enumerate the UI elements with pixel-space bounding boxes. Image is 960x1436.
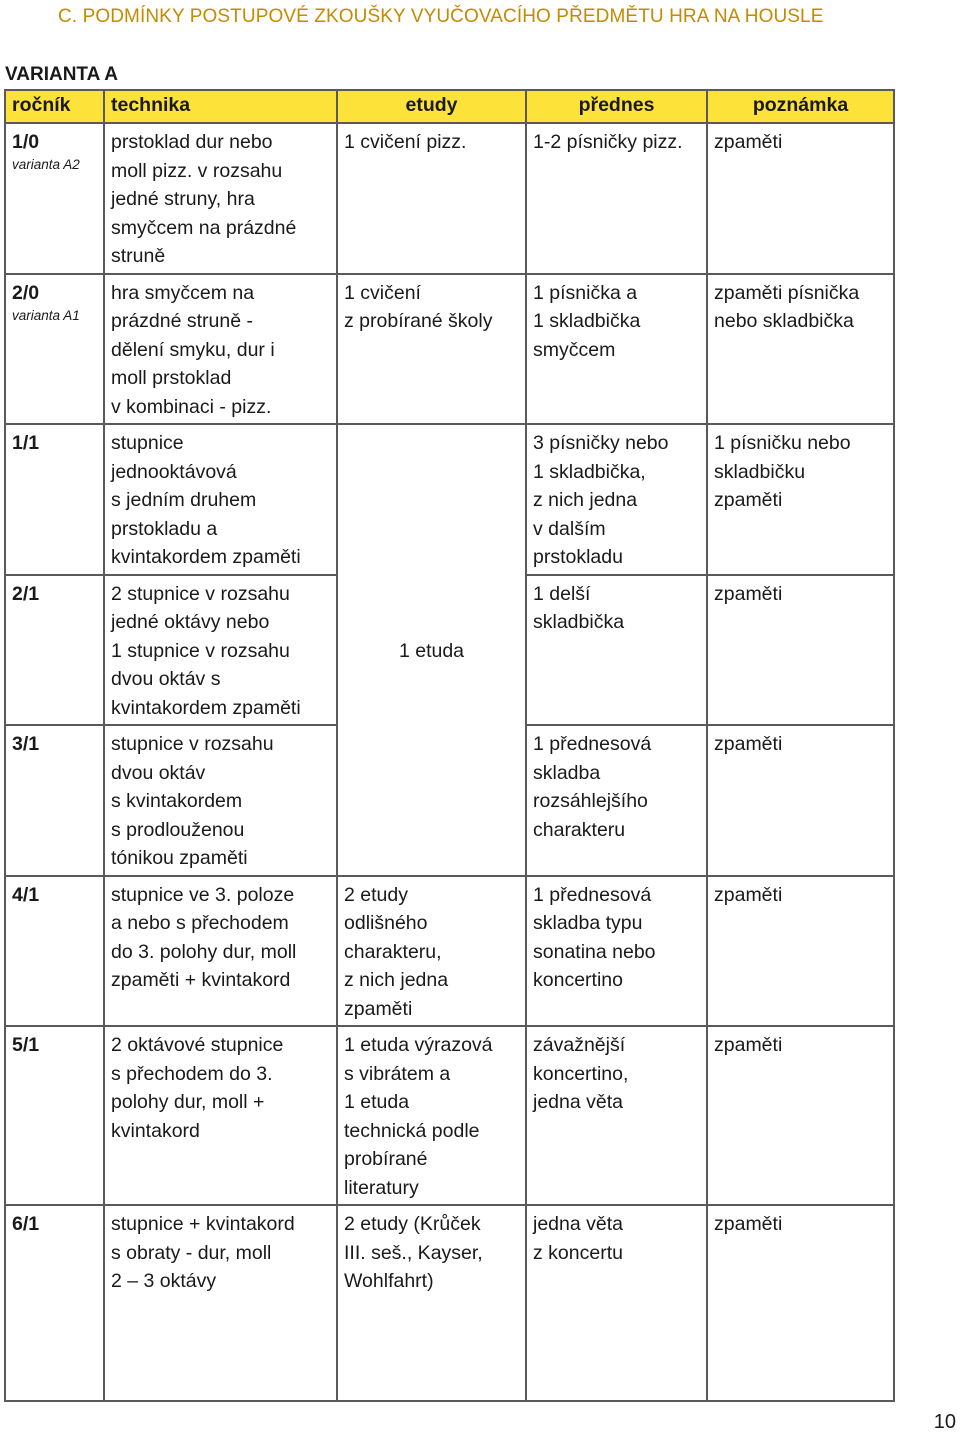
poznamka-cell: zpaměti [707,876,894,1027]
prednes-cell: závažnější koncertino, jedna věta [526,1026,707,1205]
poznamka-cell: 1 písničku nebo skladbičku zpaměti [707,424,894,575]
header-rocnik: ročník [5,90,104,123]
table-row [5,1205,894,1401]
header-etudy: etudy [337,90,526,123]
exam-requirements-table [4,89,895,1402]
poznamka-cell: zpaměti [707,575,894,726]
table-row [5,274,894,425]
page-heading: C. PODMÍNKY POSTUPOVÉ ZKOUŠKY VYUČOVACÍHO PŘEDMĚTU HRA NA HOUSLE [58,6,824,27]
table-row [5,123,894,274]
etudy-cell: 1 cvičení z probírané školy [337,274,526,425]
technika-cell: 2 stupnice v rozsahu jedné oktávy nebo 1 stupnice v rozsahu dvou oktáv s kvintakordem zpaměti [104,575,337,726]
prednes-cell: 3 písničky nebo 1 skladbička, z nich jedna v dalším prstokladu [526,424,707,575]
prednes-cell: 1 písnička a 1 skladbička smyčcem [526,274,707,425]
rocnik-value: 1/0 [12,131,40,153]
prednes-cell: 1-2 písničky pizz. [526,123,707,274]
rocnik-cell: 4/1 [5,876,104,1027]
etudy-merged-cell: 1 etuda [337,424,526,876]
technika-cell: 2 oktávové stupnice s přechodem do 3. polohy dur, moll + kvintakord [104,1026,337,1205]
etudy-cell: 1 cvičení pizz. [337,123,526,274]
page-number: 10 [933,1411,956,1433]
header-prednes: přednes [526,90,707,123]
header-technika: technika [104,90,337,123]
poznamka-cell: zpaměti písnička nebo skladbička [707,274,894,425]
poznamka-cell: zpaměti [707,725,894,876]
technika-cell: stupnice v rozsahu dvou oktáv s kvintakordem s prodlouženou tónikou zpaměti [104,725,337,876]
variant-label: VARIANTA A [5,64,118,85]
table-row [5,876,894,1027]
prednes-cell: 1 přednesová skladba rozsáhlejšího charakteru [526,725,707,876]
rocnik-cell: 6/1 [5,1205,104,1401]
variant-note: varianta A1 [12,307,80,323]
etudy-cell: 2 etudy odlišného charakteru, z nich jedna zpaměti [337,876,526,1027]
rocnik-cell: 5/1 [5,1026,104,1205]
technika-cell: stupnice + kvintakord s obraty - dur, moll 2 – 3 oktávy [104,1205,337,1401]
poznamka-cell: zpaměti [707,1026,894,1205]
rocnik-cell: 1/1 [5,424,104,575]
technika-cell: stupnice ve 3. poloze a nebo s přechodem do 3. polohy dur, moll zpaměti + kvintakord [104,876,337,1027]
table-row [5,424,894,575]
rocnik-cell [5,123,104,274]
header-poznamka: poznámka [707,90,894,123]
etudy-cell: 1 etuda výrazová s vibrátem a 1 etuda technická podle probírané literatury [337,1026,526,1205]
technika-cell: prstoklad dur nebo moll pizz. v rozsahu jedné struny, hra smyčcem na prázdné struně [104,123,337,274]
technika-cell: hra smyčcem na prázdné struně - dělení smyku, dur i moll prstoklad v kombinaci - pizz. [104,274,337,425]
variant-note: varianta A2 [12,157,80,172]
technika-cell: stupnice jednooktávová s jedním druhem prstokladu a kvintakordem zpaměti [104,424,337,575]
poznamka-cell: zpaměti [707,1205,894,1401]
rocnik-cell: 2/1 [5,575,104,726]
prednes-cell: jedna věta z koncertu [526,1205,707,1401]
rocnik-value: 2/0 [12,281,40,304]
table-row [5,1026,894,1205]
rocnik-cell [5,274,104,425]
prednes-cell: 1 delší skladbička [526,575,707,726]
rocnik-cell: 3/1 [5,725,104,876]
poznamka-cell: zpaměti [707,123,894,274]
table-header-row [5,90,894,123]
prednes-cell: 1 přednesová skladba typu sonatina nebo koncertino [526,876,707,1027]
etudy-cell: 2 etudy (Krůček III. seš., Kayser, Wohlfahrt) [337,1205,526,1401]
